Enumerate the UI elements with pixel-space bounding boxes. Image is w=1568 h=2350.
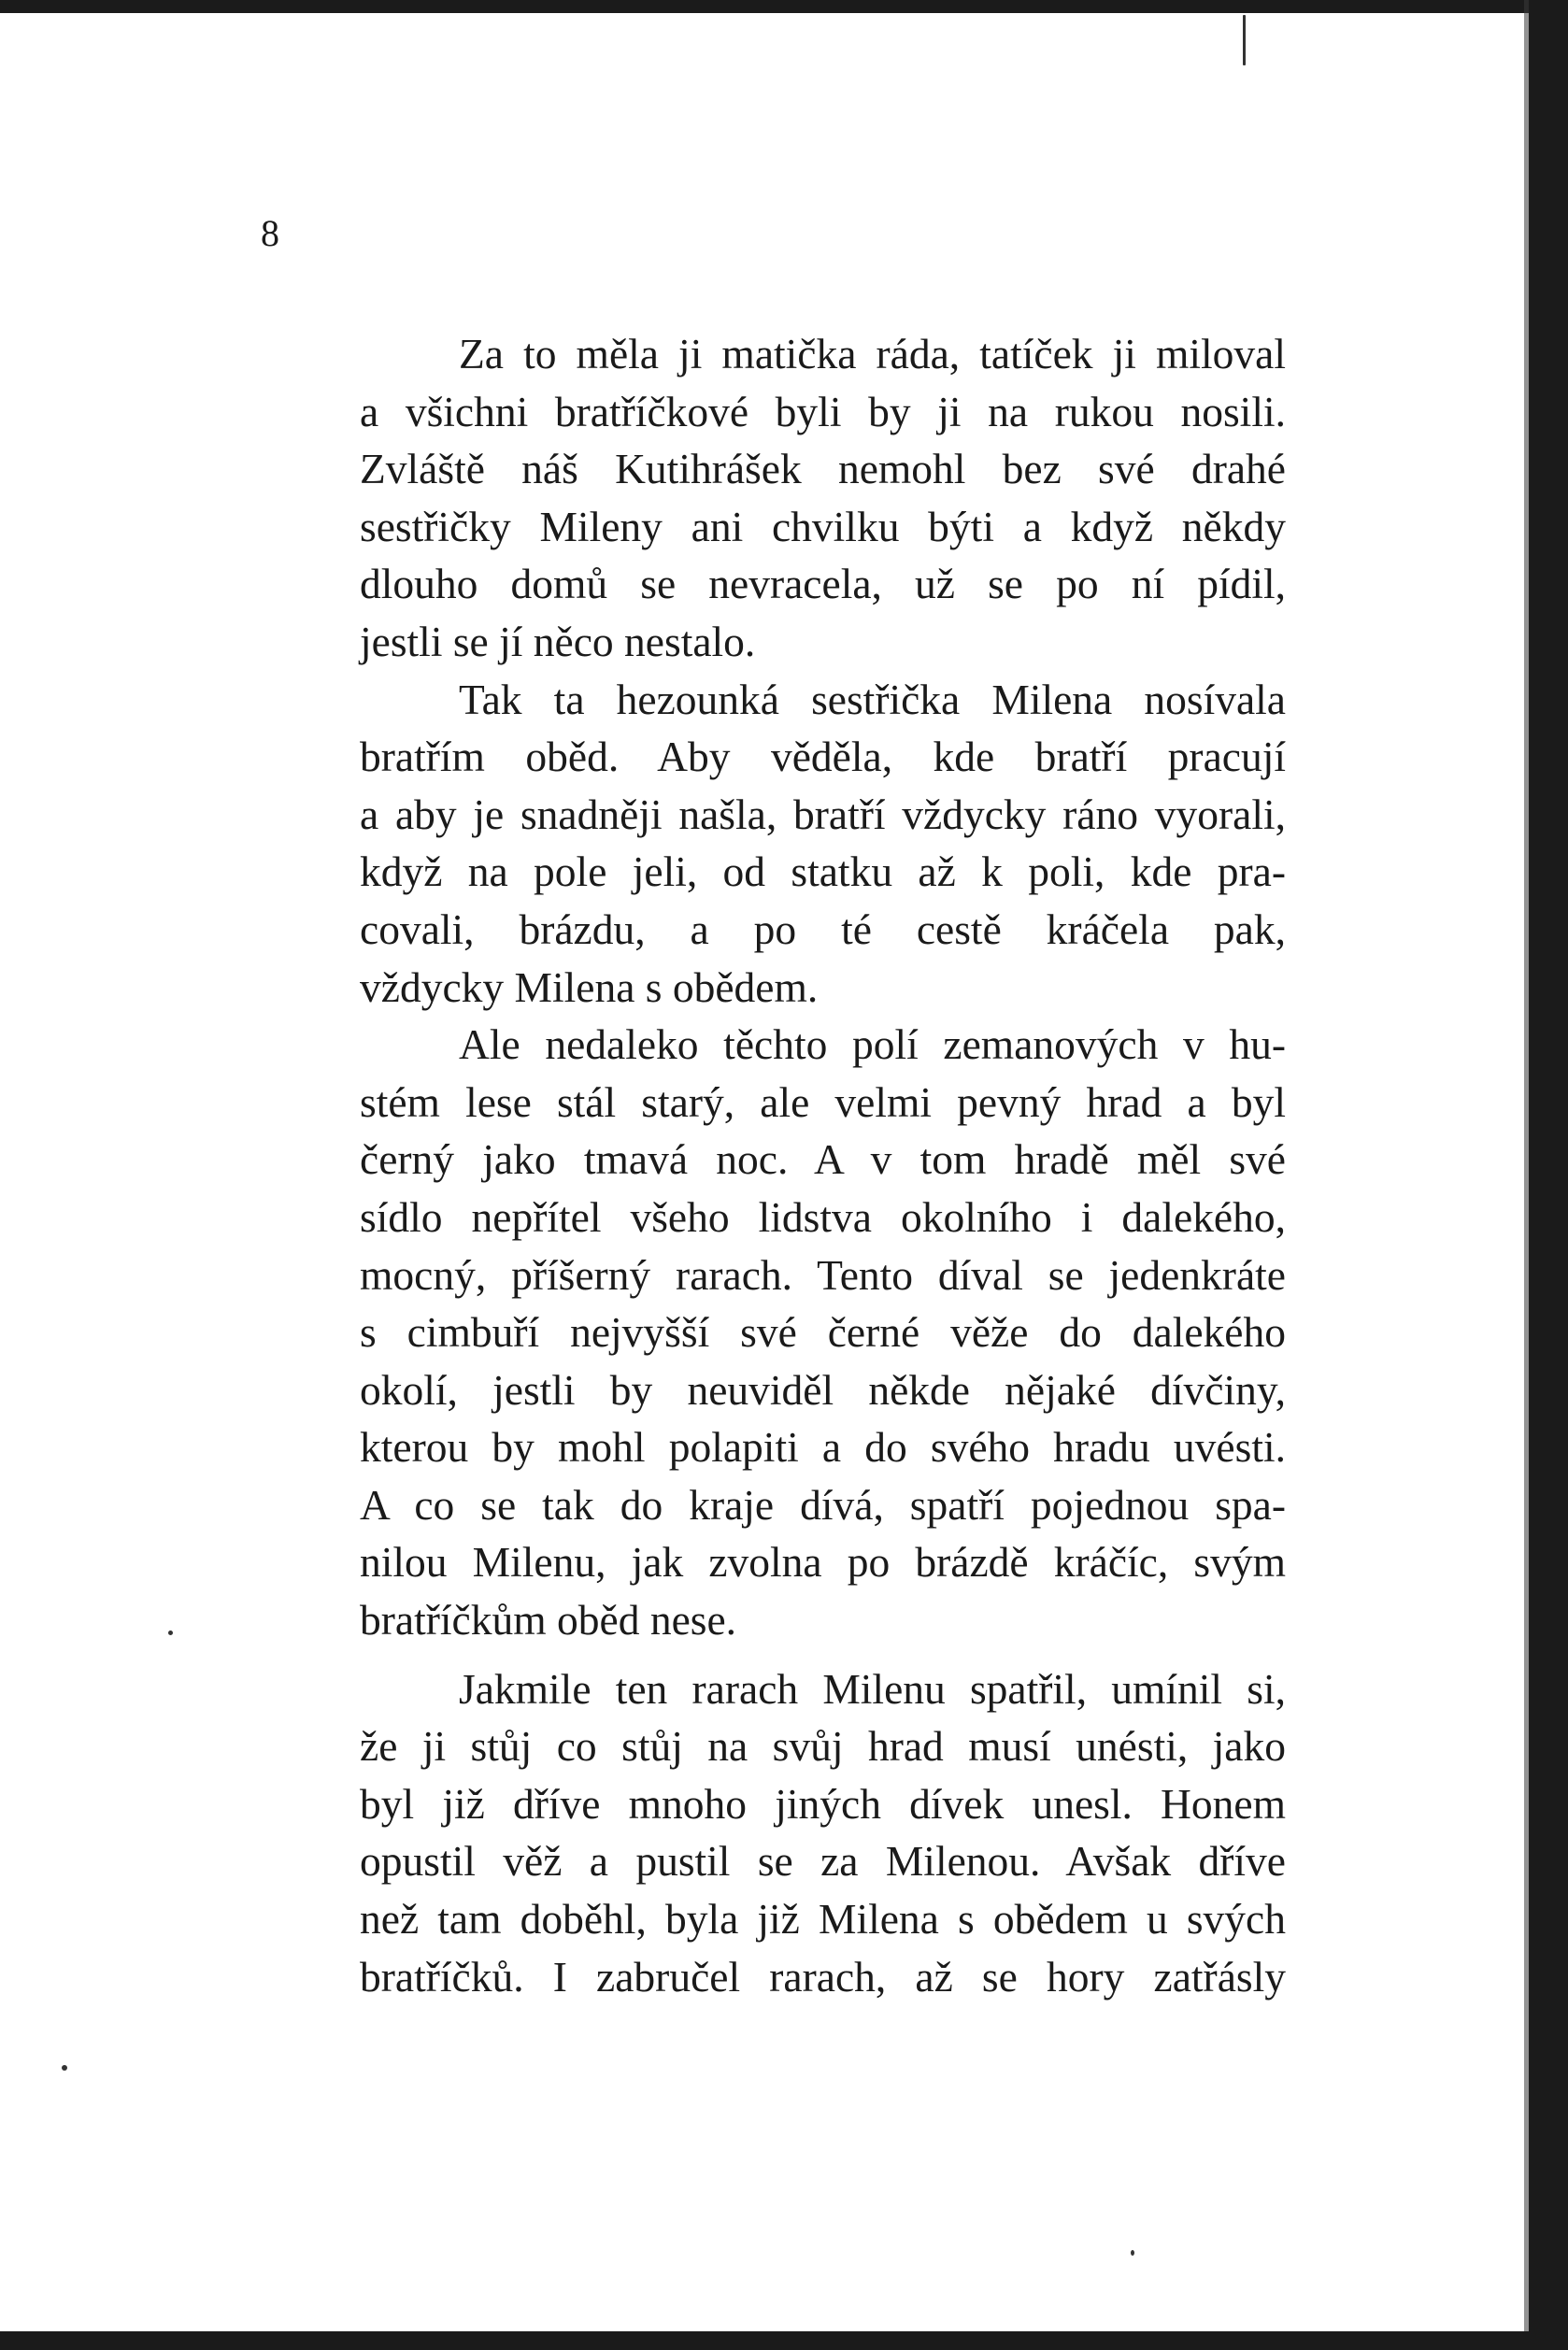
text-line: Zvláště náš Kutihrášek nemohl bez své drahé [360,445,1286,493]
paragraph [261,671,1286,1017]
text-line: kterou by mohl polapiti a do svého hradu uvésti. [360,1423,1286,1472]
text-line: sestřičky Mileny ani chvilku býti a když někdy [360,502,1286,550]
scan-speck [1131,2250,1134,2256]
text-line: jestli se jí něco nestalo. [360,617,756,665]
paragraph [261,1016,1286,1649]
text-line: Jakmile ten rarach Milenu spatřil, umínil si, [459,1664,1286,1713]
text-line: černý jako tmavá noc. A v tom hradě měl své [360,1135,1286,1184]
paragraph [261,1660,1286,2006]
text-line: bratřím oběd. Aby věděla, kde bratří pracují [360,733,1286,781]
text-line: než tam doběhl, byla již Milena s obědem u svých [360,1895,1286,1944]
scan-edge-top [0,0,1568,13]
text-line: bratříčkům oběd nese. [360,1596,737,1645]
text-line: mocný, příšerný rarach. Tento díval se jedenkráte [360,1250,1286,1299]
page-number: 8 [261,212,279,254]
text-line: sídlo nepřítel všeho lidstva okolního i dalekého, [360,1192,1286,1241]
text-line: opustil věž a pustil se za Milenou. Avšak dříve [360,1837,1286,1886]
paragraph [261,325,1286,671]
text-line: že ji stůj co stůj na svůj hrad musí unésti, jako [360,1722,1286,1771]
text-line: když na pole jeli, od statku až k poli, kde pra- [360,847,1286,896]
text-line: okolí, jestli by neuviděl někde nějaké dívčiny, [360,1365,1286,1414]
scan-edge-right [1529,0,1568,2350]
text-line: Tak ta hezounká sestřička Milena nosívala [459,675,1286,723]
text-line: byl již dříve mnoho jiných dívek unesl. Honem [360,1779,1286,1828]
text-line: nilou Milenu, jak zvolna po brázdě kráčíc, svým [360,1538,1286,1587]
scan-speck [62,2065,67,2071]
text-line: s cimbuří nejvyšší své černé věže do dalekého [360,1308,1286,1357]
text-line: dlouho domů se nevracela, už se po ní pídil, [360,560,1286,608]
scan-edge-bottom [0,2331,1568,2350]
scan-speck [1243,15,1246,65]
text-line: bratříčků. I zabručel rarach, až se hory zatřásly [360,1952,1286,2001]
text-line: stém lese stál starý, ale velmi pevný hrad a byl [360,1077,1286,1126]
text-line: a všichni bratříčkové byli by ji na rukou nosili. [360,387,1286,435]
text-line: a aby je snadněji našla, bratří vždycky ráno vyorali, [360,790,1286,838]
scan-speck [168,1631,173,1635]
text-line: Za to měla ji matička ráda, tatíček ji miloval [459,330,1286,377]
text-line: Ale nedaleko těchto polí zemanových v hu- [459,1020,1286,1069]
text-line: vždycky Milena s obědem. [360,962,819,1011]
text-line: A co se tak do kraje dívá, spatří pojednou spa- [360,1480,1286,1529]
text-line: covali, brázdu, a po té cestě kráčela pak, [360,904,1286,953]
body-text [261,325,1286,2005]
